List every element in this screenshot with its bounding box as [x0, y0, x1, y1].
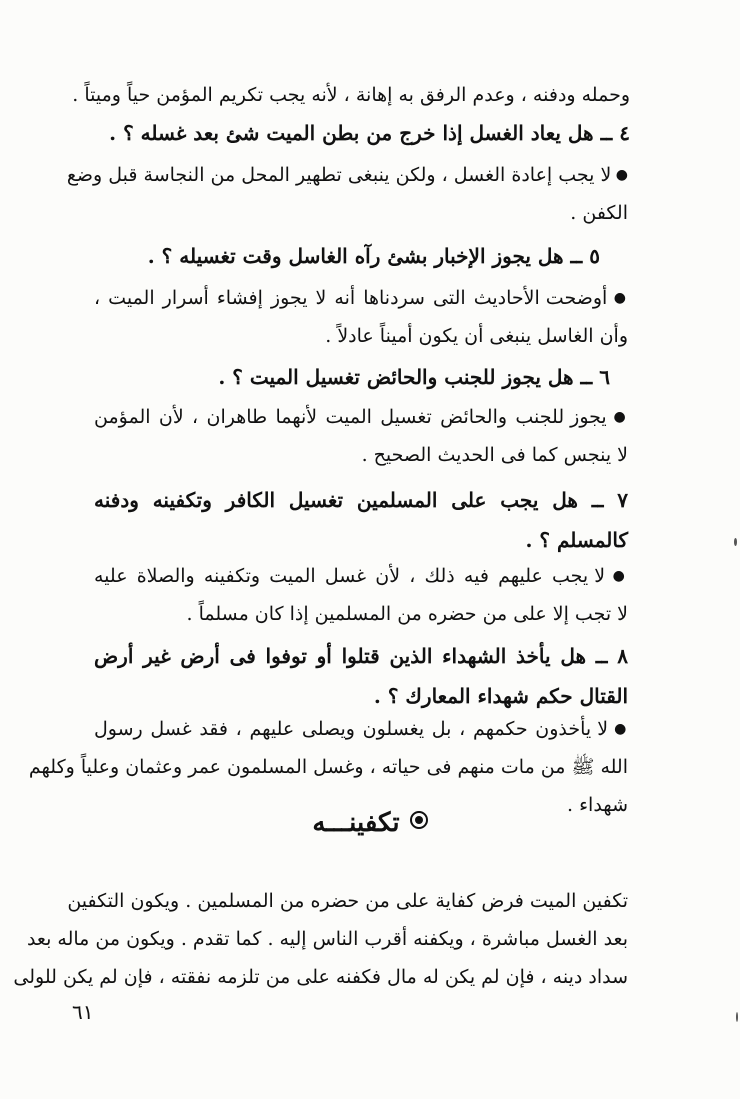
bullseye-icon [410, 811, 428, 829]
answer-8-line-2: الله ﷺ من مات منهم فى حياته ، وغسل المسلمون عمر وعثمان وعلياً وكلهم [28, 756, 628, 778]
section-heading [0, 808, 740, 838]
answer-6-line-1: ● يجوز للجنب والحائض تغسيل الميت لأنهما طاهران ، لأن المؤمن [94, 398, 628, 436]
question-4: ٤ ــ هل يعاد الغسل إذا خرج من بطن الميت شئ بعد غسله ؟ . [109, 121, 630, 145]
question-6: ٦ ــ هل يجوز للجنب والحائض تغسيل الميت ؟ . [218, 365, 610, 389]
page-number: ٦١ [72, 1000, 94, 1024]
answer-5 [94, 279, 628, 355]
shrouding-line-1: تكفين الميت فرض كفاية على من حضره من المسلمين . ويكون التكفين [67, 890, 628, 912]
shrouding-line-3: سداد دينه ، فإن لم يكن له مال فكفنه على من تلزمه نفقته ، فإن لم يكن للولى [13, 966, 628, 988]
question-8-line-1: ٨ ــ هل يأخذ الشهداء الذين قتلوا أو توفوا فى أرض غير أرض [94, 644, 628, 668]
answer-7-line-1: ● لا يجب عليهم فيه ذلك ، لأن غسل الميت وتكفينه والصلاة عليه [94, 557, 628, 595]
answer-8-line-1: ● لا يأخذون حكمهم ، بل يغسلون ويصلى عليهم ، فقد غسل رسول [94, 710, 628, 748]
section-title: تكفينـــه [312, 808, 400, 838]
question-7 [94, 480, 628, 560]
answer-6-line-2: لا ينجس كما فى الحديث الصحيح . [361, 444, 628, 466]
intro-line: وحمله ودفنه ، وعدم الرفق به إهانة ، لأنه يجب تكريم المؤمن حياً وميتاً . [72, 84, 630, 106]
question-8-line-2: القتال حكم شهداء المعارك ؟ . [373, 684, 628, 708]
intro-paragraph [72, 76, 630, 114]
question-5: ٥ ــ هل يجوز الإخبار بشئ رآه الغاسل وقت تغسيله ؟ . [147, 244, 600, 268]
answer-4 [66, 156, 628, 232]
question-8 [94, 636, 628, 716]
answer-6 [94, 398, 628, 474]
scan-speck [734, 538, 737, 546]
answer-4-line-2: الكفن . [570, 202, 628, 224]
answer-7 [94, 557, 628, 633]
question-7-line-2: كالمسلم ؟ . [525, 528, 628, 552]
answer-8 [28, 710, 628, 824]
answer-5-line-1: ● أوضحت الأحاديث التى سردناها أنه لا يجوز إفشاء أسرار الميت ، [94, 279, 628, 317]
answer-5-line-2: وأن الغاسل ينبغى أن يكون أميناً عادلاً . [325, 325, 628, 347]
answer-8-line-3: شهداء . [567, 794, 628, 816]
shrouding-line-2: بعد الغسل مباشرة ، ويكفنه أقرب الناس إليه . كما تقدم . ويكون من ماله بعد [26, 928, 628, 950]
answer-4-line-1: ● لا يجب إعادة الغسل ، ولكن ينبغى تطهير المحل من النجاسة قبل وضع [100, 156, 628, 194]
question-7-line-1: ٧ ــ هل يجب على المسلمين تغسيل الكافر وتكفينه ودفنه [94, 488, 628, 512]
scan-speck [736, 1012, 738, 1022]
shrouding-paragraph [13, 882, 628, 996]
answer-7-line-2: لا تجب إلا على من حضره من المسلمين إذا كان مسلماً . [186, 603, 628, 625]
